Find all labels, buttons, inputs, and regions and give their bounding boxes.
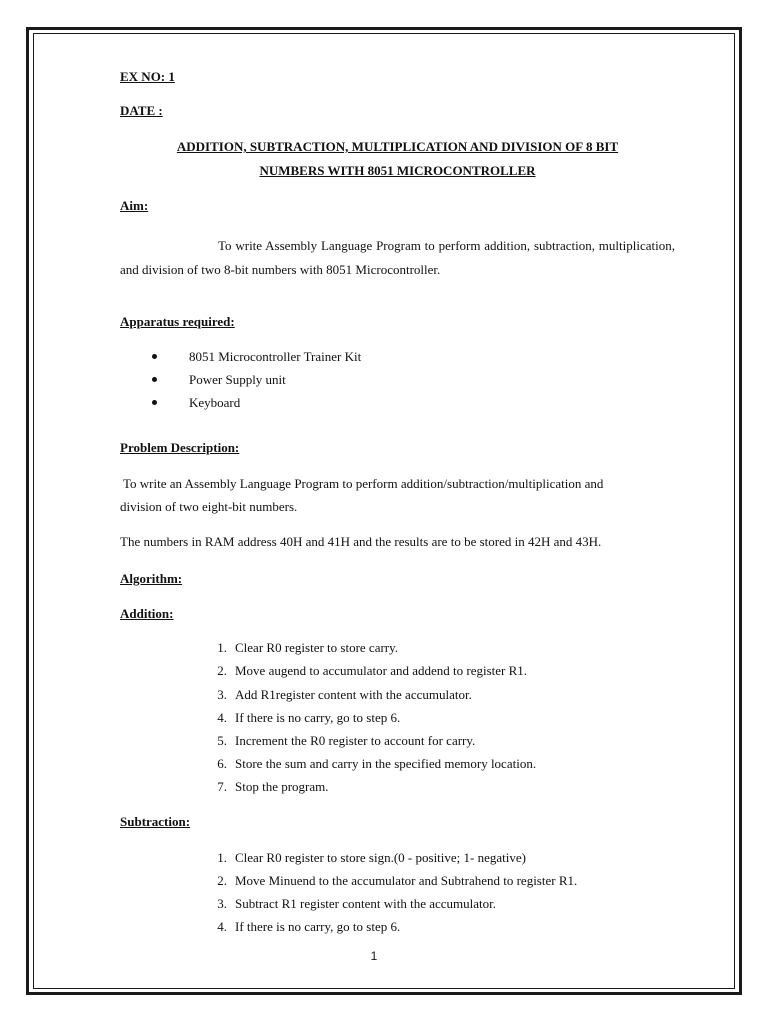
step-number: 1. xyxy=(217,640,227,655)
apparatus-item: Keyboard xyxy=(189,395,241,410)
addition-step: If there is no carry, go to step 6. xyxy=(235,710,401,725)
step-number: 3. xyxy=(217,687,227,702)
subtraction-step: Clear R0 register to store sign.(0 - positive; 1- negative) xyxy=(235,850,526,865)
step-number: 2. xyxy=(217,873,227,888)
step-number: 7. xyxy=(217,779,227,794)
addition-step: Store the sum and carry in the specified memory location. xyxy=(235,756,537,771)
document-title-line2: NUMBERS WITH 8051 MICROCONTROLLER xyxy=(259,163,536,178)
subtraction-step: Move Minuend to the accumulator and Subtrahend to register R1. xyxy=(235,873,578,888)
problem-heading: Problem Description: xyxy=(120,440,240,455)
addition-step: Move augend to accumulator and addend to register R1. xyxy=(235,663,528,678)
problem-line: The numbers in RAM address 40H and 41H and the results are to be stored in 42H and 43H. xyxy=(120,534,602,549)
aim-text: To write Assembly Language Program to perform addition, subtraction, multiplication, and division of two 8-bit numbers with 8051 Microcontroller. xyxy=(120,238,675,277)
aim-heading: Aim: xyxy=(120,198,149,213)
step-number: 4. xyxy=(217,710,227,725)
addition-step: Stop the program. xyxy=(235,779,329,794)
addition-step: Increment the R0 register to account for carry. xyxy=(235,733,476,748)
date-label: DATE : xyxy=(120,103,163,118)
bullet-icon xyxy=(152,377,157,382)
document-title-line1: ADDITION, SUBTRACTION, MULTIPLICATION AND DIVISION OF 8 BIT xyxy=(176,139,619,154)
algorithm-heading: Algorithm: xyxy=(120,571,183,586)
apparatus-heading: Apparatus required: xyxy=(120,314,235,329)
subtraction-step: Subtract R1 register content with the accumulator. xyxy=(235,896,497,911)
addition-step: Add R1register content with the accumulator. xyxy=(235,687,472,702)
apparatus-item: 8051 Microcontroller Trainer Kit xyxy=(189,349,362,364)
problem-line: To write an Assembly Language Program to perform addition/subtraction/multiplication and xyxy=(120,476,604,491)
aim-paragraph xyxy=(120,234,675,282)
subtraction-step: If there is no carry, go to step 6. xyxy=(235,919,401,934)
apparatus-item: Power Supply unit xyxy=(189,372,286,387)
step-number: 5. xyxy=(217,733,227,748)
bullet-icon xyxy=(152,354,157,359)
step-number: 3. xyxy=(217,896,227,911)
bullet-icon xyxy=(152,400,157,405)
page-number: 1 xyxy=(370,949,378,963)
step-number: 4. xyxy=(217,919,227,934)
addition-heading: Addition: xyxy=(120,606,174,621)
step-number: 2. xyxy=(217,663,227,678)
addition-step: Clear R0 register to store carry. xyxy=(235,640,399,655)
ex-no-label: EX NO: 1 xyxy=(120,69,175,84)
subtraction-heading: Subtraction: xyxy=(120,814,191,829)
step-number: 1. xyxy=(217,850,227,865)
step-number: 6. xyxy=(217,756,227,771)
problem-line: division of two eight-bit numbers. xyxy=(120,499,298,514)
